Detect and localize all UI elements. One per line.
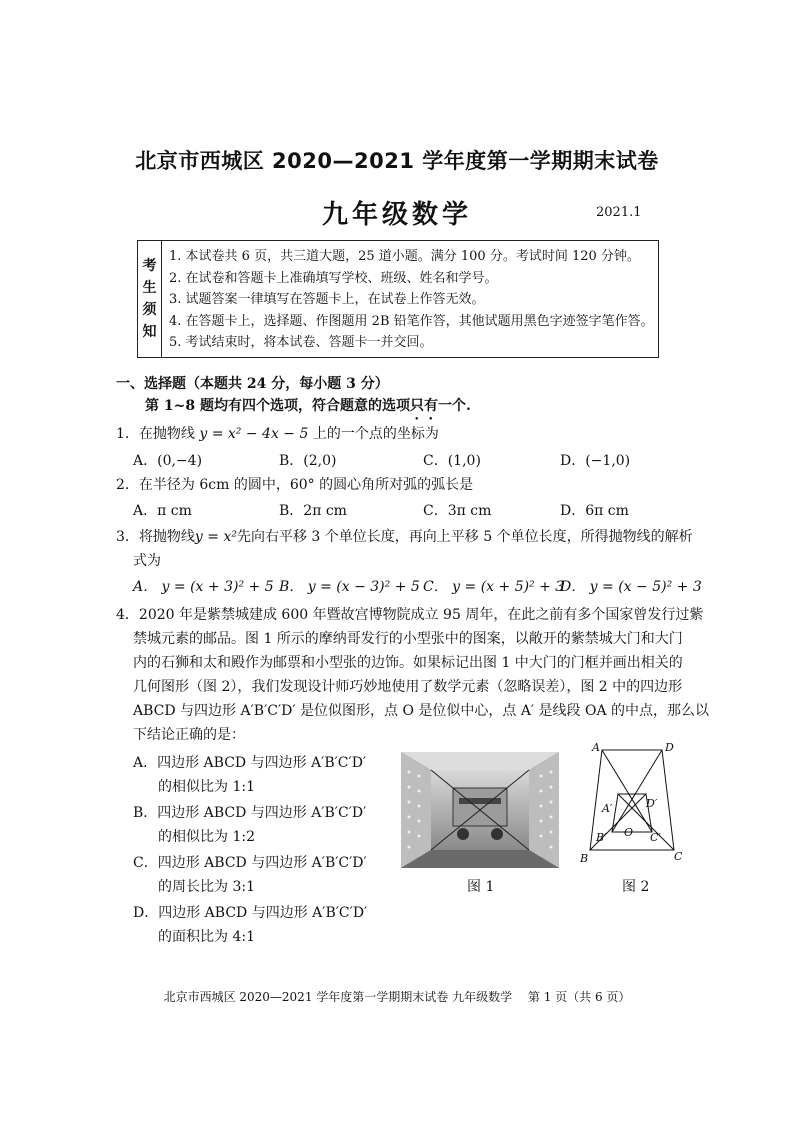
question-1 [116,423,439,443]
label-B-prime: B′ [596,831,607,844]
q4-line: 下结论正确的是： [133,727,245,743]
exam-subject: 九年级数学 [321,200,472,230]
q1-option-a: A．(0,−4) [133,453,203,469]
notice-item: 3. 试题答案一律填写在答题卡上，在试卷上作答无效。 [169,292,485,307]
q4-option-d: D．四边形 ABCD 与四边形 A′B′C′D′ [133,905,368,921]
q4-option-b-cont: 的相似比为 1:2 [158,829,255,845]
figure-1-photo [401,752,559,868]
instruction-emphasis: 只有 [409,398,438,414]
q4-line: 内的石狮和太和殿作为邮票和小型张的边饰。如果标记出图 1 中大门的门框并画出相关的 [133,655,683,671]
question-2: 2．在半径为 6cm 的圆中，60° 的圆心角所对弧的弧长是 [116,477,474,493]
question-3 [116,526,693,546]
page-footer: 北京市西城区 2020—2021 学年度第一学期期末试卷 九年级数学 第 1 页（共 6 页） [163,990,631,1004]
q3-option-b: B． y = (x − 3)² + 5 [279,579,420,595]
q4-line: ABCD 与四边形 A′B′C′D′ 是位似图形，点 O 是位似中心，点 A′ 是线段 OA 的中点，那么以 [133,703,710,719]
notice-item: 5. 考试结束时，将本试卷、答题卡一并交回。 [169,335,433,350]
label-O: O [624,826,634,839]
q4-line: 禁城元素的邮品。图 1 所示的摩纳哥发行的小型张中的图案，以敞开的紫禁城大门和大门 [133,631,683,647]
q3-option-c: C． y = (x + 5)² + 3 [423,579,565,595]
q2-option-b: B．2π cm [279,503,347,519]
q1-formula: y = x² − 4x − 5 [199,426,309,442]
notice-box [137,240,659,358]
q4-option-a-cont: 的相似比为 1:1 [158,779,255,795]
q4-option-c-cont: 的周长比为 3:1 [158,879,255,895]
q3-option-d: D． y = (x − 5)² + 3 [560,579,702,595]
label-A-prime: A′ [602,802,613,815]
notice-item: 1. 本试卷共 6 页，共三道大题，25 道小题。满分 100 分。考试时间 120 分钟。 [169,249,640,264]
q3-options [0,576,794,596]
notice-label-char: 考 [142,258,157,274]
q1-pre: 1．在抛物线 [116,426,195,442]
figure-2-diagram [580,742,690,866]
notice-label-char: 须 [142,302,157,318]
q4-option-c: C．四边形 ABCD 与四边形 A′B′C′D′ [133,855,367,871]
notice-label-char: 知 [142,324,157,340]
notice-label-char: 生 [142,280,157,296]
notice-label [138,241,162,357]
q3-pre: 3．将抛物线 [116,529,195,545]
figure-2-caption: 图 2 [622,879,650,895]
instruction-pre: 第 1~8 题均有四个选项，符合题意的选项 [145,398,410,414]
q3-post: 先向右平移 3 个单位长度，再向上平移 5 个单位长度，所得抛物线的解析 [236,529,693,545]
section-heading: 一、选择题（本题共 24 分，每小题 3 分） [116,376,389,392]
label-C: C [674,850,683,863]
line-d-b1 [612,750,662,832]
notice-item: 4. 在答题卡上，选择题、作图题用 2B 铅笔作答，其他试题用黑色字迹签字笔作答。 [169,313,654,329]
q4-option-d-cont: 的面积比为 4:1 [158,929,255,945]
q3-formula: y = x² [194,529,237,545]
q4-line: 几何图形（图 2），我们发现设计师巧妙地使用了数学元素（忽略误差），图 2 中的四边形 [133,679,683,695]
label-B: B [580,852,589,865]
q1-option-b: B．(2,0) [279,453,337,469]
q2-option-a: A．π cm [133,503,192,519]
q3-option-a: A． y = (x + 3)² + 5 [133,579,274,595]
q2-options [0,500,794,520]
q1-option-c: C．(1,0) [423,453,481,469]
q1-post: 上的一个点的坐标为 [312,426,439,442]
q1-option-d: D．(−1,0) [560,453,631,469]
notice-items [169,246,654,354]
q2-option-c: C．3π cm [423,503,492,519]
gate-photo-illustration [401,752,559,868]
q4-option-b: B．四边形 ABCD 与四边形 A′B′C′D′ [133,805,367,821]
exam-title: 北京市西城区 2020—2021 学年度第一学期期末试卷 [135,149,659,173]
label-A: A [592,742,600,754]
section-instruction [145,395,471,423]
notice-item: 2. 在试卷和答题卡上准确填写学校、班级、姓名和学号。 [169,270,498,286]
instruction-post: 一个. [437,398,471,414]
q1-options [0,450,794,470]
label-C-prime: C′ [650,831,661,844]
label-D-prime: D′ [646,797,658,810]
q3-line2: 式为 [133,553,161,569]
line-a-c1 [602,750,652,832]
label-D: D [665,742,674,754]
q2-option-d: D．6π cm [560,503,629,519]
figure-1-caption: 图 1 [467,879,495,895]
q4-option-a: A．四边形 ABCD 与四边形 A′B′C′D′ [133,755,367,771]
exam-date: 2021.1 [596,205,642,220]
q4-line: 4．2020 年是紫禁城建成 600 年暨故宫博物院成立 95 周年，在此之前有多个国家曾发行过紫 [116,607,704,623]
